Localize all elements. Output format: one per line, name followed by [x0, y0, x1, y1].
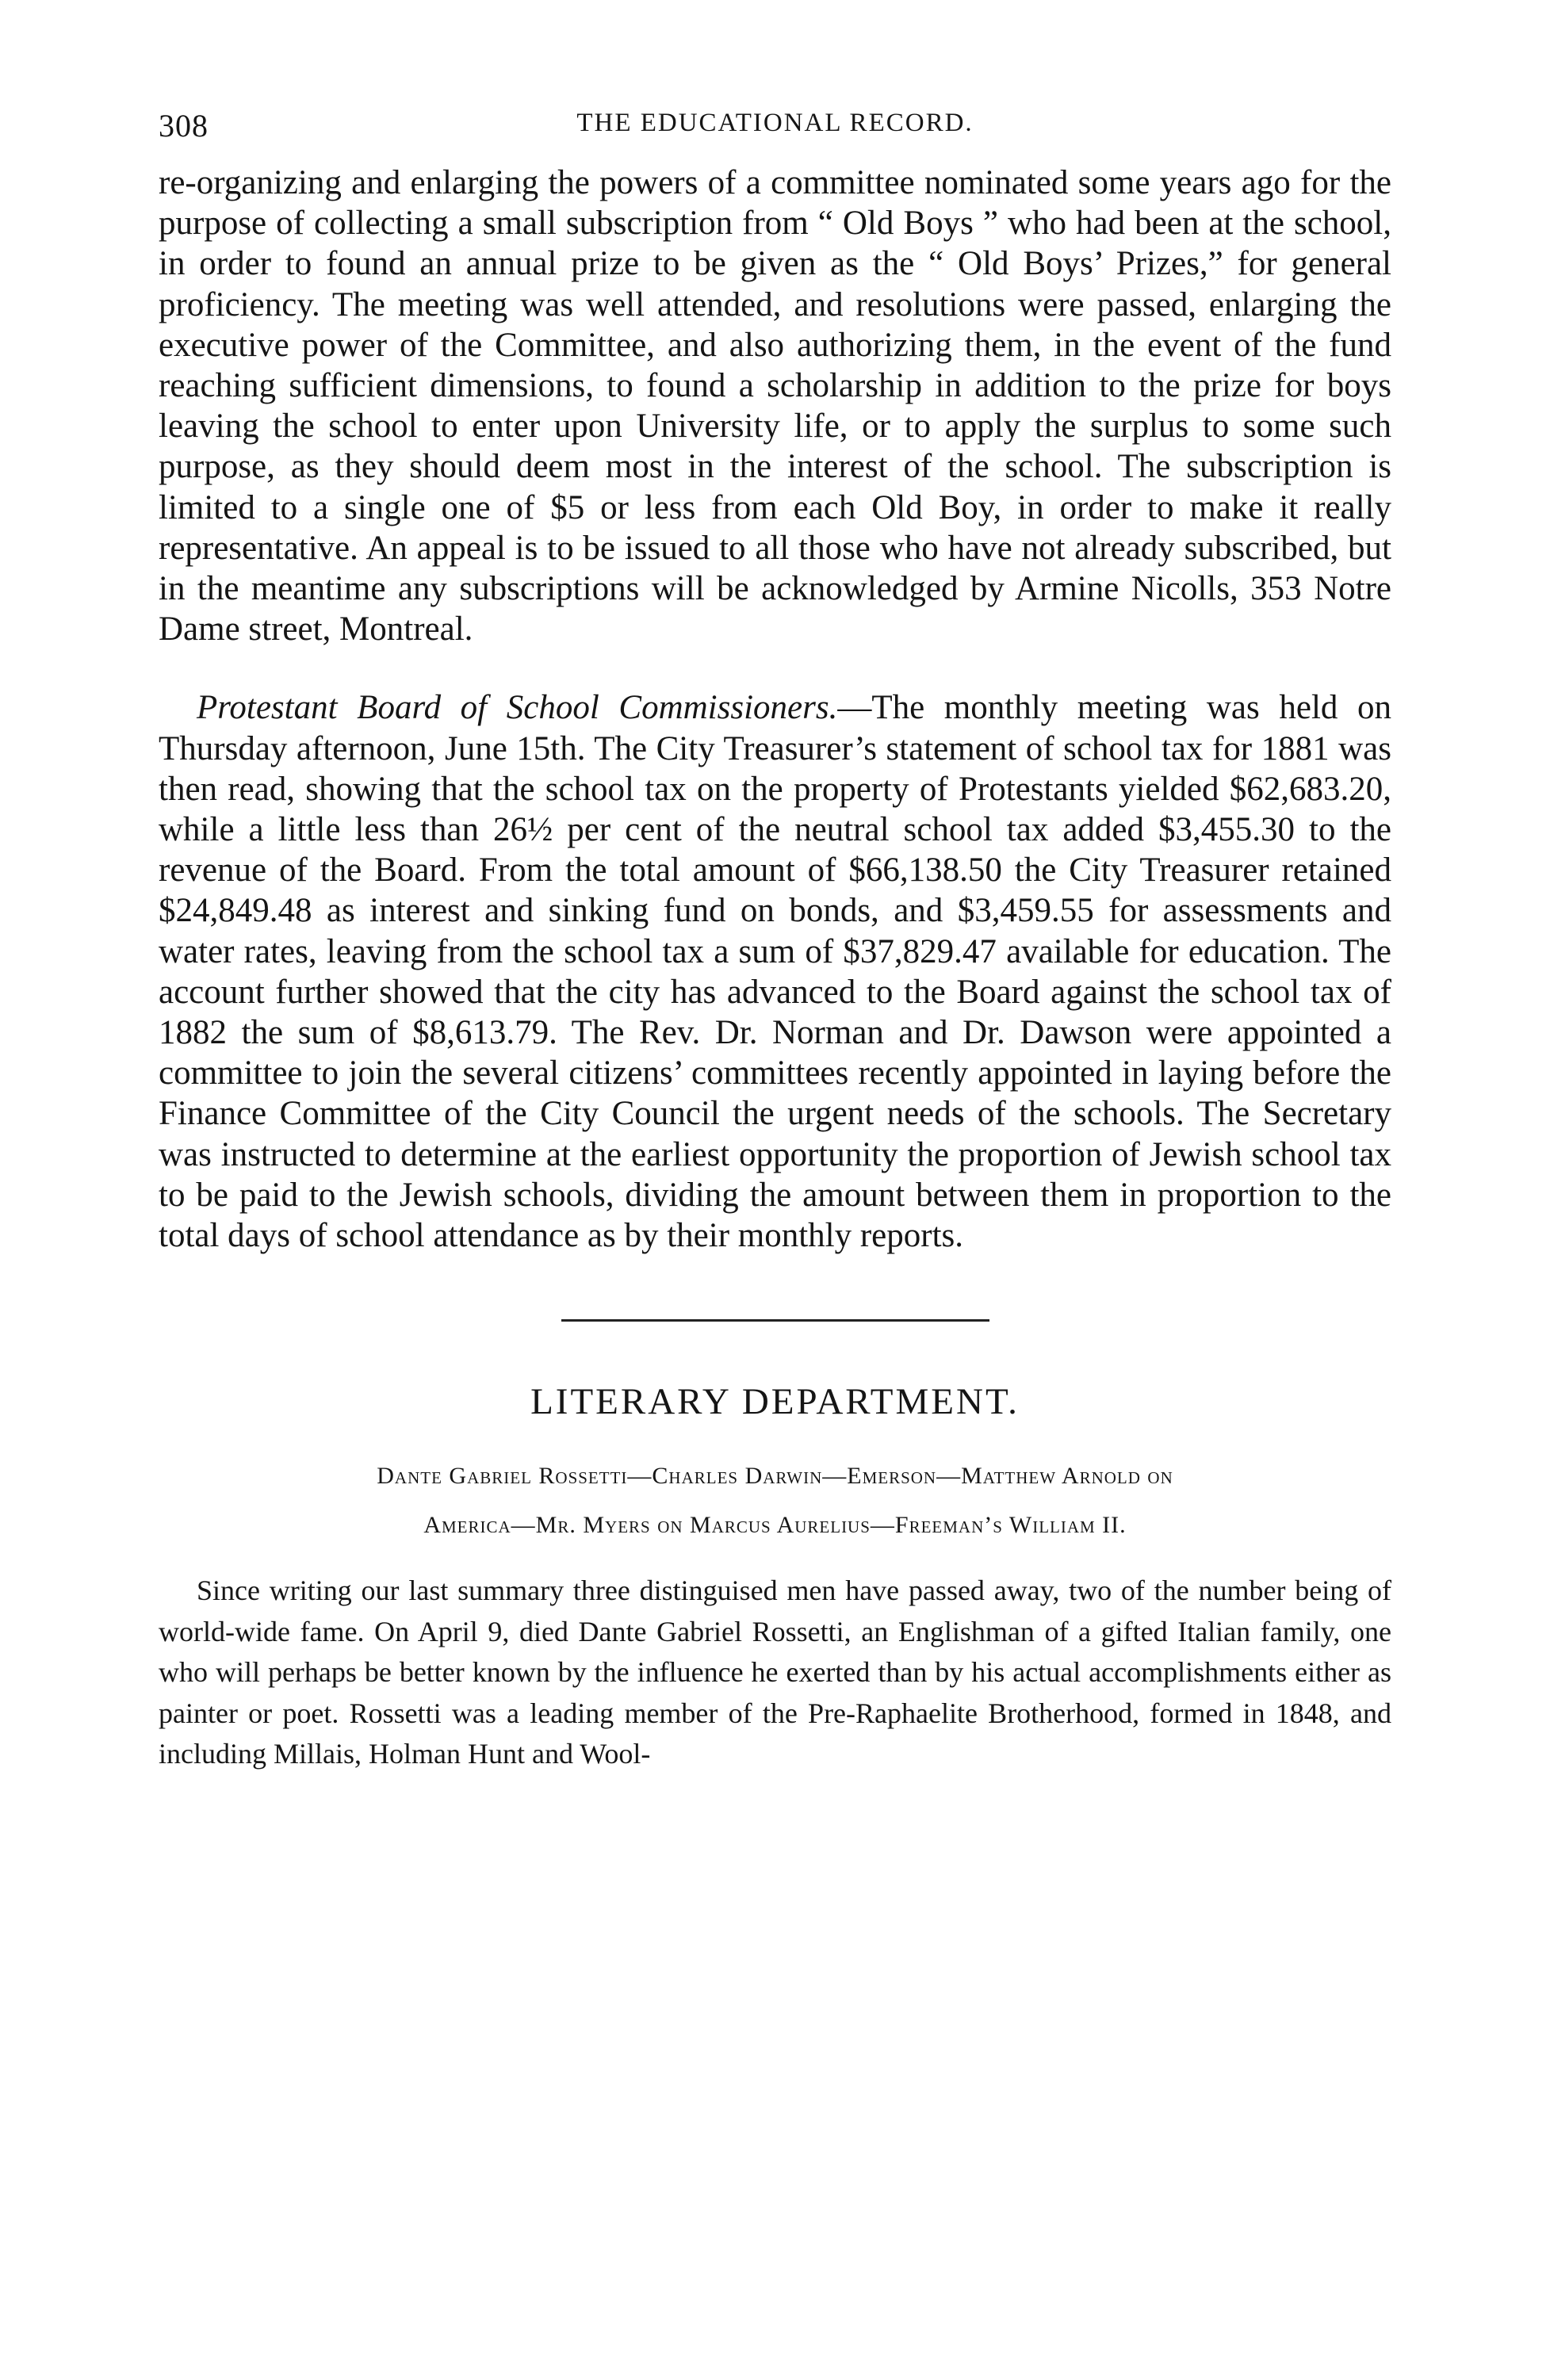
running-head	[159, 107, 1391, 163]
page	[159, 107, 1391, 1775]
paragraph-text: —The monthly meeting was held on Thursday afternoon, June 15th. The City Treasurer’s statement of school tax for 1881 was then read, showing that the school tax on the property of Protestants yielded $62,683.20, while a little less than 26½ per cent of the neutral school tax added $3,455.30 to the revenue of the Board. From the total amount of $66,138.50 the City Treasurer retained $24,849.48 as interest and sinking fund on bonds, and $3,459.55 for assessments and water rates, leaving from the school tax a sum of $37,829.47 available for education. The account further showed that the city has advanced to the Board against the school tax of 1882 the sum of $8,613.79. The Rev. Dr. Norman and Dr. Dawson were appointed a committee to join the several citizens’ committees recently appointed in laying before the Finance Committee of the City Council the urgent needs of the schools. The Secretary was instructed to determine at the earliest opportunity the proportion of Jewish school tax to be paid to the Jewish schools, dividing the amount between them in proportion to the total days of school attendance as by their monthly reports.	[159, 689, 1391, 1255]
section-subtitle	[159, 1452, 1391, 1550]
literary-paragraph: Since writing our last summary three distinguised men have passed away, two of the number being of world-wide fame. On April 9, died Dante Gabriel Rossetti, an Englishman of a gifted Italian family, one who will perhaps be better known by the influence he exerted than by his actual accomplishments either as painter or poet. Rossetti was a leading member of the Pre-Raphaelite Brotherhood, formed in 1848, and including Millais, Holman Hunt and Wool-	[159, 1575, 1391, 1770]
subtitle-line-2: America—Mr. Myers on Marcus Aurelius—Freeman’s William II.	[423, 1512, 1127, 1539]
journal-title: THE EDUCATIONAL RECORD.	[576, 109, 974, 137]
section-title: LITERARY DEPARTMENT.	[530, 1381, 1020, 1423]
paragraph-heading: Protestant Board of School Commissioners.	[197, 689, 838, 727]
section-divider	[561, 1319, 989, 1322]
page-number: 308	[159, 108, 209, 143]
paragraph-old-boys: re-organizing and enlarging the powers of a committee nominated some years ago for the purpose of collecting a small subscription from “ Old Boys ” who had been at the school, in order to found an annual prize to be given as the “ Old Boys’ Prizes,” for general proficiency. The meeting was well attended, and resolutions were passed, enlarging the executive power of the Committee, and also authorizing them, in the event of the fund reaching sufficient dimensions, to found a scholarship in addition to the prize for boys leaving the school to enter upon University life, or to apply the surplus to some such purpose, as they should deem most in the interest of the school. The subscription is limited to a single one of $5 or less from each Old Boy, in order to make it really representative. An appeal is to be issued to all those who have not already subscribed, but in the meantime any subscriptions will be acknowledged by Armine Nicolls, 353 Notre Dame street, Montreal.	[159, 164, 1391, 649]
paragraph-school-commissioners	[159, 687, 1391, 1256]
body-text	[159, 163, 1391, 1256]
subtitle-line-1: Dante Gabriel Rossetti—Charles Darwin—Emerson—Matthew Arnold on	[377, 1463, 1173, 1490]
literary-text	[159, 1571, 1391, 1775]
